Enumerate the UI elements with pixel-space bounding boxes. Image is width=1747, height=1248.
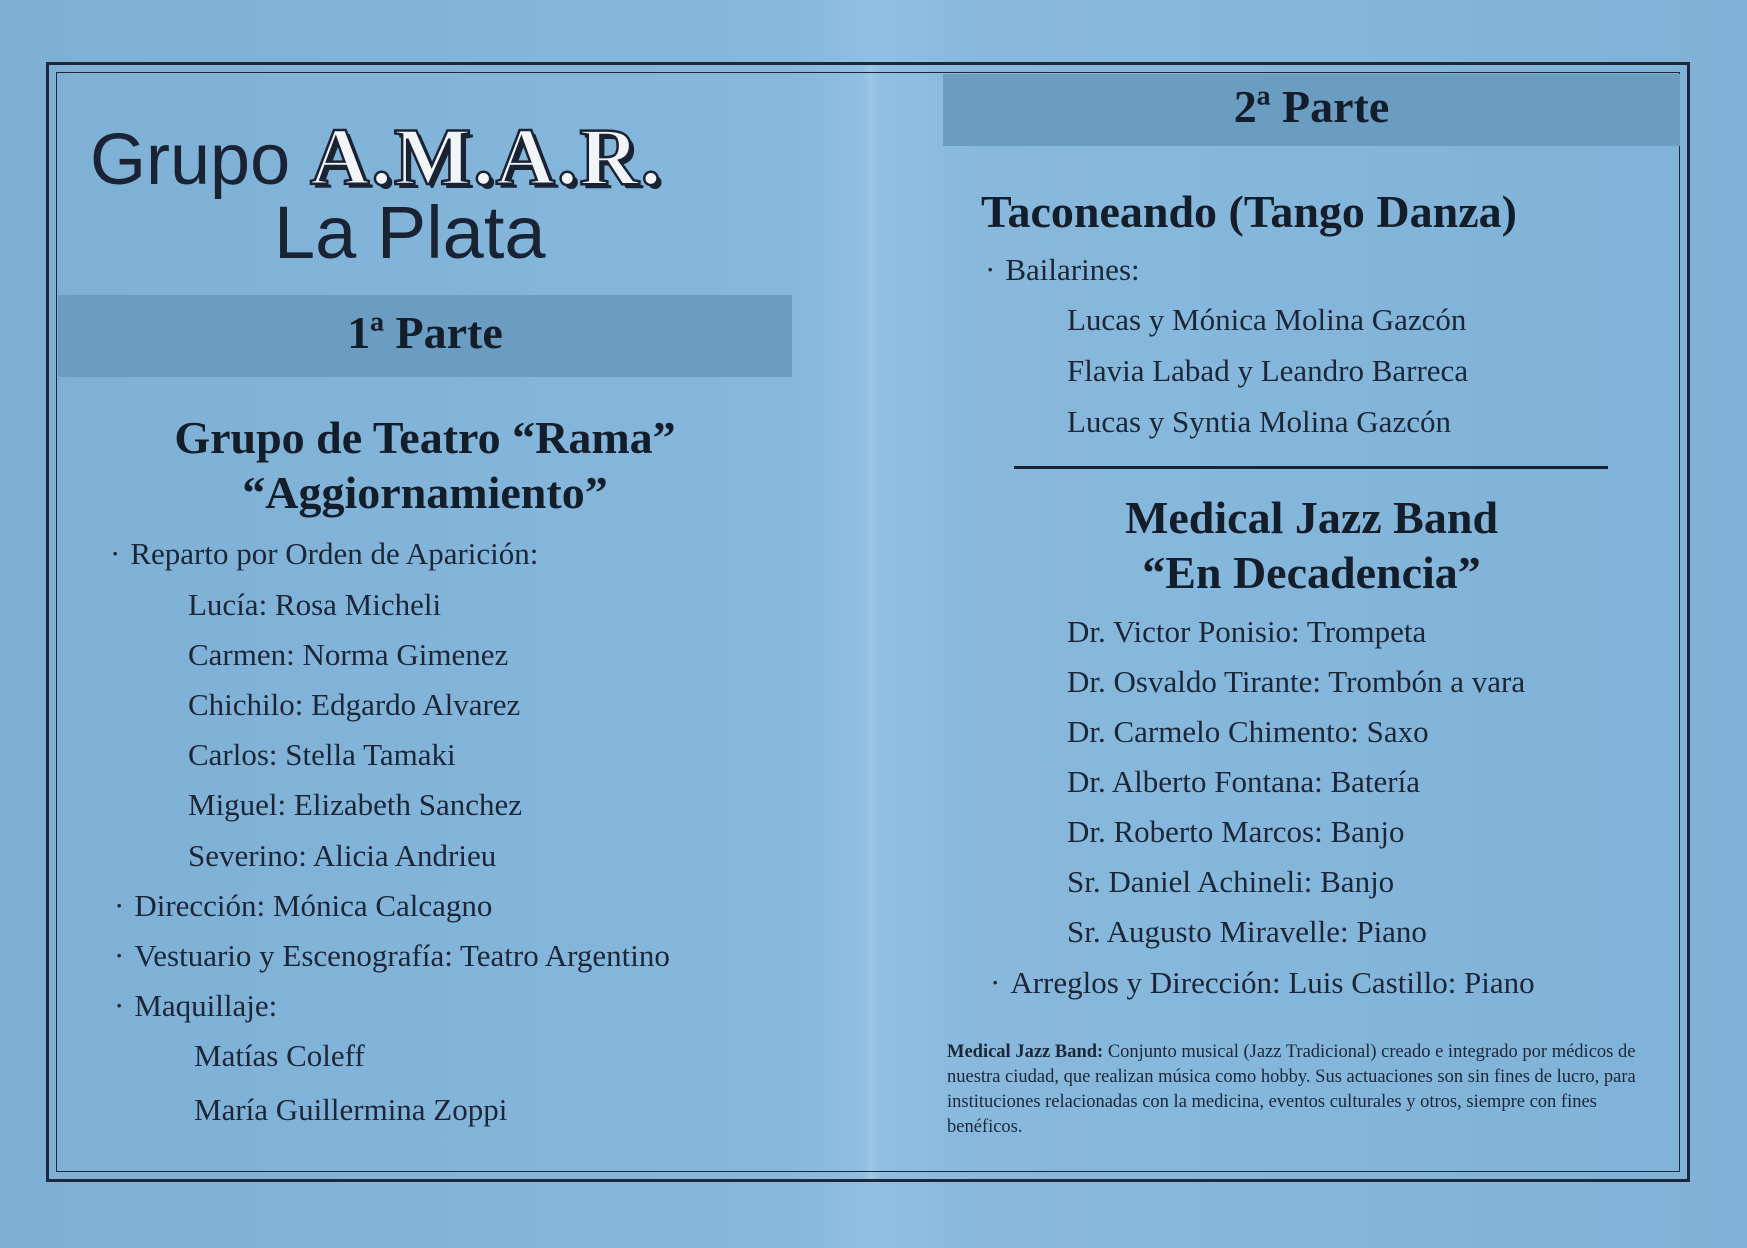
- bailarines-label: · Bailarines:: [985, 252, 1140, 288]
- cast-item: Carlos: Stella Tamaki: [188, 737, 456, 772]
- tango-title: Taconeando (Tango Danza): [981, 186, 1517, 237]
- direccion-credit: · Dirección: Mónica Calcagno: [114, 888, 492, 924]
- section-divider: [1014, 466, 1608, 469]
- part1-heading: [58, 410, 792, 520]
- jazz-band-name: Medical Jazz Band: [1124, 492, 1499, 543]
- dancer-pair: Lucas y Mónica Molina Gazcón: [1067, 302, 1467, 337]
- title-grupo: Grupo: [90, 120, 291, 200]
- teatro-group-name: Grupo de Teatro “Rama”: [174, 412, 676, 463]
- maquillaje-label: · Maquillaje:: [114, 988, 277, 1024]
- jazz-band-note: [947, 1040, 1647, 1140]
- title-amar-logo: A.M.A.R.: [310, 111, 664, 202]
- note-label: Medical Jazz Band:: [947, 1042, 1104, 1062]
- makeup-artist: Matías Coleff: [194, 1038, 365, 1073]
- teatro-play-title: “Aggiornamiento”: [242, 467, 608, 518]
- arreglos-credit: · Arreglos y Dirección: Luis Castillo: Piano: [990, 965, 1535, 1001]
- note-text: Conjunto musical (Jazz Tradicional) creado e integrado por médicos de nuestra ciudad, que realizan música como hobby. Sus actuaciones son sin fines de lucro, para instituciones relacionadas con la medicina, eventos culturales y otros, siempre con fines benéficos.: [947, 1042, 1636, 1137]
- musician-item: Dr. Victor Ponisio: Trompeta: [1067, 614, 1427, 649]
- part1-label: 1ª Parte: [347, 307, 503, 358]
- title-city: La Plata: [274, 191, 546, 274]
- makeup-artist: María Guillermina Zoppi: [194, 1092, 508, 1127]
- musician-item: Dr. Roberto Marcos: Banjo: [1067, 814, 1405, 849]
- dancer-pair: Flavia Labad y Leandro Barreca: [1067, 353, 1469, 388]
- cast-item: Miguel: Elizabeth Sanchez: [188, 787, 522, 822]
- cast-item: Severino: Alicia Andrieu: [188, 838, 497, 873]
- musician-item: Dr. Osvaldo Tirante: Trombón a vara: [1067, 664, 1526, 699]
- dancer-pair: Lucas y Syntia Molina Gazcón: [1067, 404, 1451, 439]
- cast-item: Lucía: Rosa Micheli: [188, 587, 442, 622]
- vestuario-credit: · Vestuario y Escenografía: Teatro Argentino: [114, 938, 670, 974]
- cast-item: Chichilo: Edgardo Alvarez: [188, 687, 521, 722]
- musician-item: Sr. Daniel Achineli: Banjo: [1067, 864, 1395, 899]
- jazz-heading: [943, 490, 1680, 600]
- jazz-show-title: “En Decadencia”: [1142, 547, 1481, 598]
- musician-item: Dr. Carmelo Chimento: Saxo: [1067, 714, 1429, 749]
- part2-label: 2ª Parte: [1233, 81, 1390, 132]
- musician-item: Sr. Augusto Miravelle: Piano: [1067, 914, 1427, 949]
- reparto-label: · Reparto por Orden de Aparición:: [110, 536, 538, 572]
- musician-item: Dr. Alberto Fontana: Batería: [1067, 764, 1420, 799]
- cast-item: Carmen: Norma Gimenez: [188, 637, 509, 672]
